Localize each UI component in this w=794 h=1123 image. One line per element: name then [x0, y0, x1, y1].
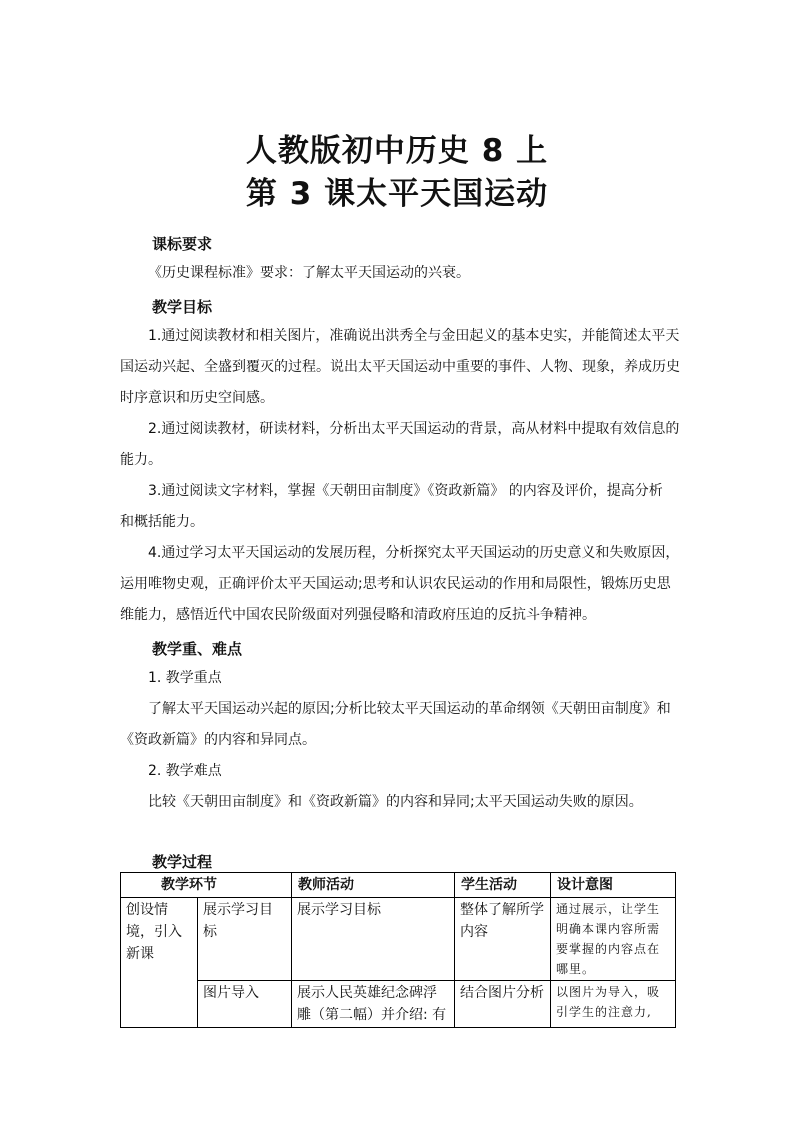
- difficulty-subheading: 2. 教学难点: [148, 763, 222, 779]
- step-cell: 展示学习目标: [198, 898, 292, 981]
- intent-cell: 以图片为导入，吸引学生的注意力,: [551, 981, 676, 1028]
- header-student: 学生活动: [455, 873, 551, 898]
- goal-3-line-1: 3.通过阅读文字材料，掌握《天朝田亩制度》《资政新篇》 的内容及评价，提高分析: [148, 483, 663, 499]
- goal-4-line-1: 4.通过学习太平天国运动的发展历程，分析探究太平天国运动的历史意义和失败原因，: [148, 545, 680, 561]
- key-subheading: 1. 教学重点: [148, 670, 222, 686]
- header-stage: 教学环节: [121, 873, 292, 898]
- step-cell: 图片导入: [198, 981, 292, 1028]
- standard-heading: 课标要求: [152, 235, 213, 253]
- key-line-2: 《资政新篇》的内容和异同点。: [120, 732, 316, 748]
- keys-paragraphs: [120, 663, 678, 818]
- student-cell: 结合图片分析: [455, 981, 551, 1028]
- teaching-process-table: [120, 872, 676, 1028]
- goals-paragraphs: [120, 321, 678, 631]
- goal-1-line-3: 时序意识和历史空间感。: [120, 390, 274, 406]
- table-row: [121, 981, 676, 1028]
- goal-3-line-2: 和概括能力。: [120, 514, 204, 530]
- goal-2-line-2: 能力。: [120, 452, 162, 468]
- goal-1-line-1: 1.通过阅读教材和相关图片，准确说出洪秀全与金田起义的基本史实，并能简述太平天: [148, 328, 680, 344]
- goal-2-line-1: 2.通过阅读教材，研读材料，分析出太平天国运动的背景，高从材料中提取有效信息的: [148, 421, 680, 437]
- standard-text: 《历史课程标准》要求：了解太平天国运动的兴衰。: [148, 265, 470, 281]
- standard-paragraph: [120, 258, 678, 289]
- header-intent: 设计意图: [551, 873, 676, 898]
- document-subtitle: 第 3 课太平天国运动: [245, 176, 549, 212]
- intent-cell: 通过展示，让学生明确本课内容所需要掌握的内容点在哪里。: [551, 898, 676, 981]
- teacher-cell: 展示人民英雄纪念碑浮雕（第二幅）并介绍: 有: [292, 981, 455, 1028]
- process-heading: 教学过程: [152, 853, 213, 871]
- goal-4-line-2: 运用唯物史观，正确评价太平天国运动;思考和认识农民运动的作用和局限性，锻炼历史思: [120, 576, 671, 592]
- key-line-1: 了解太平天国运动兴起的原因;分析比较太平天国运动的革命纲领《天朝田亩制度》和: [148, 701, 671, 717]
- document-title: 人教版初中历史 8 上: [245, 133, 549, 169]
- table-header-row: [121, 873, 676, 898]
- stage-cell: 创设情境，引入新课: [121, 898, 198, 1028]
- goals-heading: 教学目标: [152, 298, 213, 316]
- table-row: [121, 898, 676, 981]
- goal-1-line-2: 国运动兴起、全盛到覆灭的过程。说出太平天国运动中重要的事件、人物、现象，养成历史: [120, 359, 680, 375]
- student-cell: 整体了解所学内容: [455, 898, 551, 981]
- header-teacher: 教师活动: [292, 873, 455, 898]
- teacher-cell: 展示学习目标: [292, 898, 455, 981]
- goal-4-line-3: 维能力，感悟近代中国农民阶级面对列强侵略和清政府压迫的反抗斗争精神。: [120, 607, 596, 623]
- difficulty-line-1: 比较《天朝田亩制度》和《资政新篇》的内容和异同;太平天国运动失败的原因。: [148, 794, 643, 810]
- keys-heading: 教学重、难点: [152, 640, 243, 658]
